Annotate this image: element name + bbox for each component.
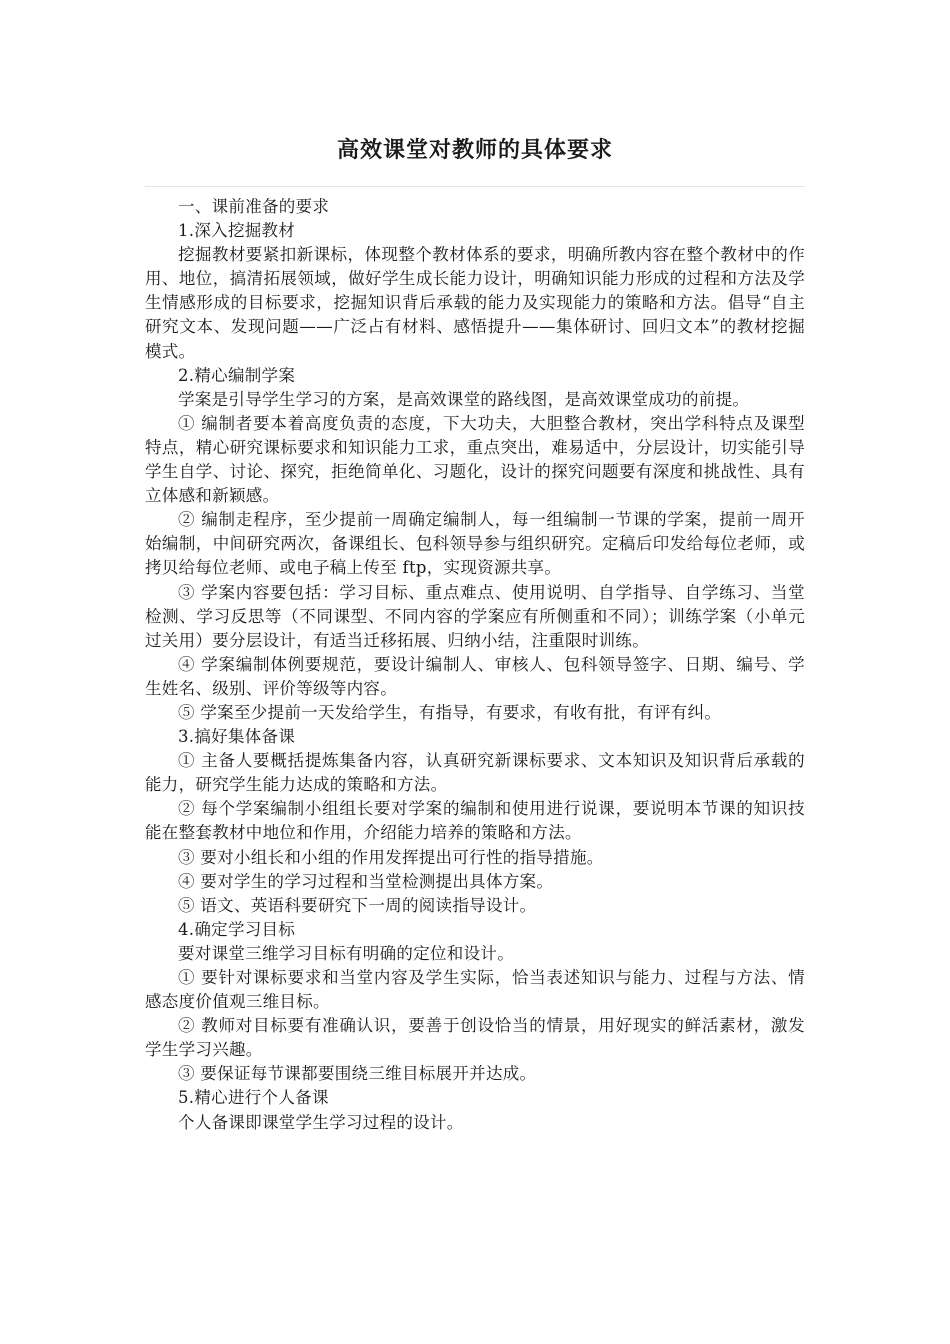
list-item: ② 编制走程序，至少提前一周确定编制人，每一组编制一节课的学案，提前一周开始编制，中间研究两次，备课组长、包科领导参与组织研究。定稿后印发给每位老师，或拷贝给每位老师、或电子稿上传至 ftp，实现资源共享。	[145, 510, 805, 578]
list-item: ③ 要对小组长和小组的作用发挥提出可行性的指导措施。	[178, 847, 604, 867]
paragraph: 要对课堂三维学习目标有明确的定位和设计。	[178, 943, 514, 963]
subsection-heading: 3.搞好集体备课	[178, 727, 296, 747]
paragraph: 个人备课即课堂学生学习过程的设计。	[178, 1112, 464, 1132]
list-item: ⑤ 语文、英语科要研究下一周的阅读指导设计。	[178, 895, 537, 915]
list-item: ② 每个学案编制小组组长要对学案的编制和使用进行说课，要说明本节课的知识技能在整套教材中地位和作用，介绍能力培养的策略和方法。	[145, 799, 805, 843]
list-item: ① 要针对课标要求和当堂内容及学生实际，恰当表述知识与能力、过程与方法、情感态度价值观三维目标。	[145, 968, 805, 1012]
subsection-heading: 5.精心进行个人备课	[178, 1088, 329, 1108]
subsection-heading: 1.深入挖掘教材	[178, 221, 296, 241]
list-item: ⑤ 学案至少提前一天发给学生，有指导，有要求，有收有批，有评有纠。	[178, 702, 722, 722]
list-item: ① 编制者要本着高度负责的态度，下大功夫，大胆整合教材，突出学科特点及课型特点，精心研究课标要求和知识能力工求，重点突出，难易适中，分层设计，切实能引导学生自学、讨论、探究，拒绝简单化、习题化，设计的探究问题要有深度和挑战性、具有立体感和新颖感。	[145, 413, 805, 506]
list-item: ④ 要对学生的学习过程和当堂检测提出具体方案。	[178, 871, 554, 891]
title-divider	[145, 186, 805, 187]
subsection-heading: 2.精心编制学案	[178, 365, 296, 385]
paragraph: 挖掘教材要紧扣新课标，体现整个教材体系的要求，明确所教内容在整个教材中的作用、地位，搞清拓展领域，做好学生成长能力设计，明确知识能力形成的过程和方法及学生情感形成的目标要求，挖掘知识背后承载的能力及实现能力的策略和方法。倡导“自主研究文本、发现问题——广泛占有材料、感悟提升——集体研讨、回归文本”的教材挖掘模式。	[145, 245, 805, 361]
list-item: ① 主备人要概括提炼集备内容，认真研究新课标要求、文本知识及知识背后承载的能力，研究学生能力达成的策略和方法。	[145, 751, 805, 795]
list-item: ④ 学案编制体例要规范，要设计编制人、审核人、包科领导签字、日期、编号、学生姓名、级别、评价等级等内容。	[145, 654, 805, 698]
document-body	[145, 195, 805, 1135]
paragraph: 学案是引导学生学习的方案，是高效课堂的路线图，是高效课堂成功的前提。	[178, 389, 750, 409]
list-item: ③ 学案内容要包括：学习目标、重点难点、使用说明、自学指导、自学练习、当堂检测、学习反思等（不同课型、不同内容的学案应有所侧重和不同）；训练学案（小单元过关用）要分层设计，有适当迁移拓展、归纳小结，注重限时训练。	[145, 582, 805, 650]
document-title: 高效课堂对教师的具体要求	[336, 137, 613, 163]
list-item: ② 教师对目标要有准确认识，要善于创设恰当的情景，用好现实的鲜活素材，激发学生学习兴趣。	[145, 1016, 805, 1060]
section-heading: 一、课前准备的要求	[178, 197, 330, 216]
subsection-heading: 4.确定学习目标	[178, 919, 296, 939]
document-page	[145, 134, 805, 1135]
list-item: ③ 要保证每节课都要围绕三维目标展开并达成。	[178, 1064, 537, 1084]
